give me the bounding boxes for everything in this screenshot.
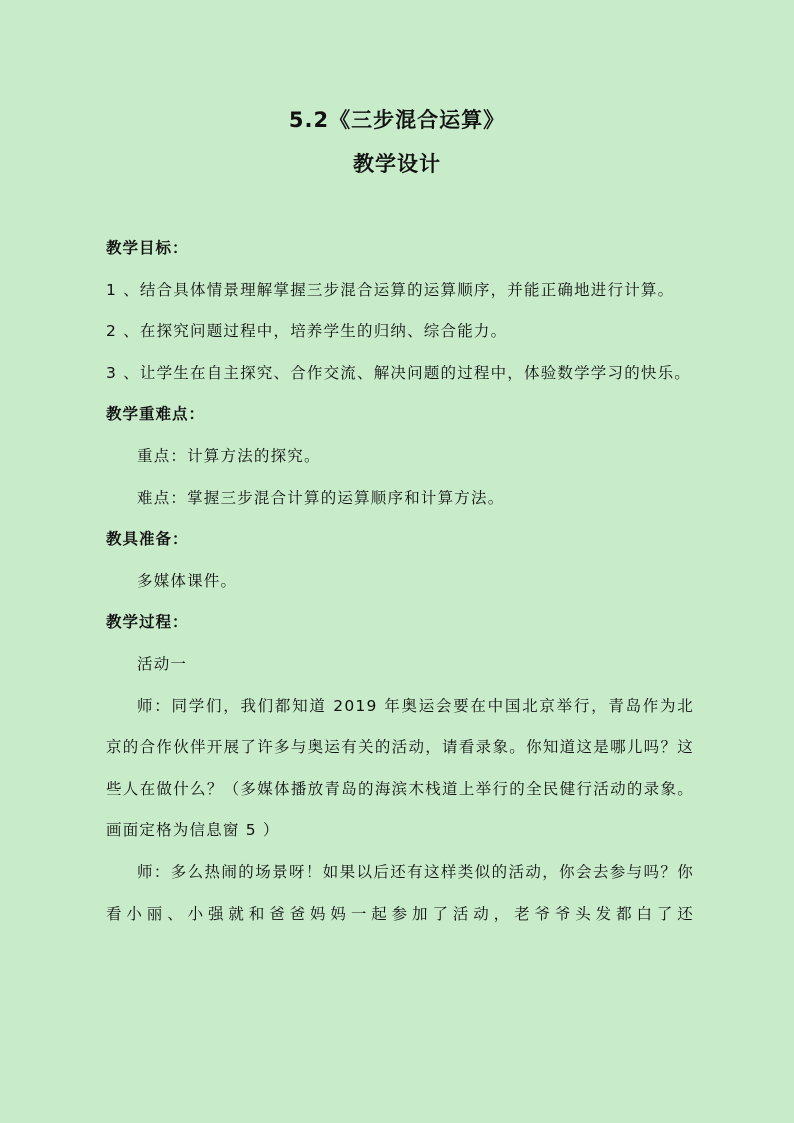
key-points-heading: 教学重难点： [106, 405, 206, 424]
document-subtitle: 教学设计 [353, 152, 441, 176]
process-paragraph-2: 师：多么热闹的场景呀！如果以后还有这样类似的活动，你会去参与吗？你看小丽、小强就和爸爸妈妈一起参加了活动，老爷爷头发都白了还 [106, 862, 694, 923]
materials-text: 多媒体课件。 [137, 571, 238, 590]
difficulty-point: 难点：掌握三步混合计算的运算顺序和计算方法。 [137, 488, 505, 507]
document-title: 5.2《三步混合运算》 [288, 108, 506, 132]
objective-item-2: 2 、在探究问题过程中，培养学生的归纳、综合能力。 [106, 322, 508, 341]
focus-point: 重点：计算方法的探究。 [137, 446, 321, 465]
activity-label: 活动一 [137, 654, 188, 673]
objectives-heading: 教学目标： [106, 239, 189, 257]
process-paragraph-1: 师：同学们，我们都知道 2019 年奥运会要在中国北京举行，青岛作为北京的合作伙伴开展了许多与奥运有关的活动，请看录象。你知道这是哪儿吗？这些人在做什么？（多媒体播放青岛的海滨木栈道上举行的全民健行活动的录象。画面定格为信息窗 5 ） [106, 696, 694, 840]
process-heading: 教学过程： [106, 613, 189, 632]
objective-item-3: 3 、让学生在自主探究、合作交流、解决问题的过程中，体验数学学习的快乐。 [106, 363, 691, 382]
objective-item-1: 1 、结合具体情景理解掌握三步混合运算的运算顺序，并能正确地进行计算。 [106, 280, 675, 299]
materials-heading: 教具准备： [106, 530, 189, 549]
document-body [106, 228, 694, 935]
